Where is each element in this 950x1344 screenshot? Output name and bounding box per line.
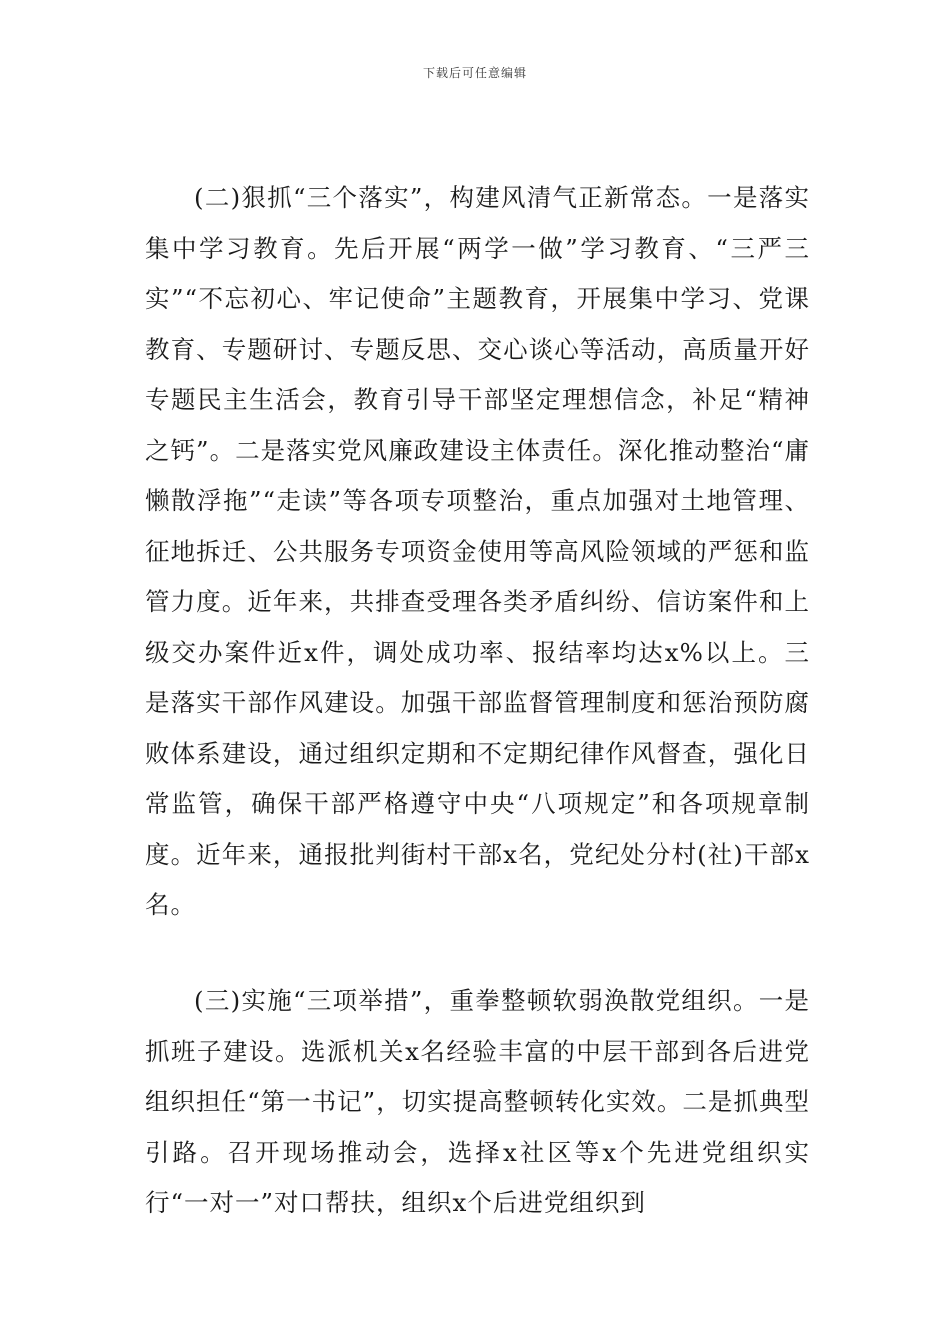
paragraph-section-3: (三)实施“三项举措”，重拳整顿软弱涣散党组织。一是抓班子建设。选派机关x名经验丰富的中层干部到各后进党组织担任“第一书记”，切实提高整顿转化实效。二是抓典型引路。召开现场推动会，选择x社区等x个先进党组织实行“一对一”对口帮扶，组织x个后进党组织到: [145, 986, 810, 1217]
paragraph-section-2: (二)狠抓“三个落实”，构建风清气正新常态。一是落实集中学习教育。先后开展“两学一做”学习教育、“三严三实”“不忘初心、牢记使命”主题教育，开展集中学习、党课教育、专题研讨、专题反思、交心谈心等活动，高质量开好专题民主生活会，教育引导干部坚定理想信念，补足“精神之钙”。二是落实党风廉政建设主体责任。深化推动整治“庸懒散浮拖”“走读”等各项专项整治，重点加强对土地管理、征地拆迁、公共服务专项资金使用等高风险领域的严惩和监管力度。近年来，共排查受理各类矛盾纠纷、信访案件和上级交办案件近x件，调处成功率、报结率均达x%以上。三是落实干部作风建设。加强干部监督管理制度和惩治预防腐败体系建设，通过组织定期和不定期纪律作风督查，强化日常监管，确保干部严格遵守中央“八项规定”和各项规章制度。近年来，通报批判街村干部x名，党纪处分村(社)干部x名。: [145, 183, 810, 919]
page-header-note: 下载后可任意编辑: [422, 66, 527, 80]
